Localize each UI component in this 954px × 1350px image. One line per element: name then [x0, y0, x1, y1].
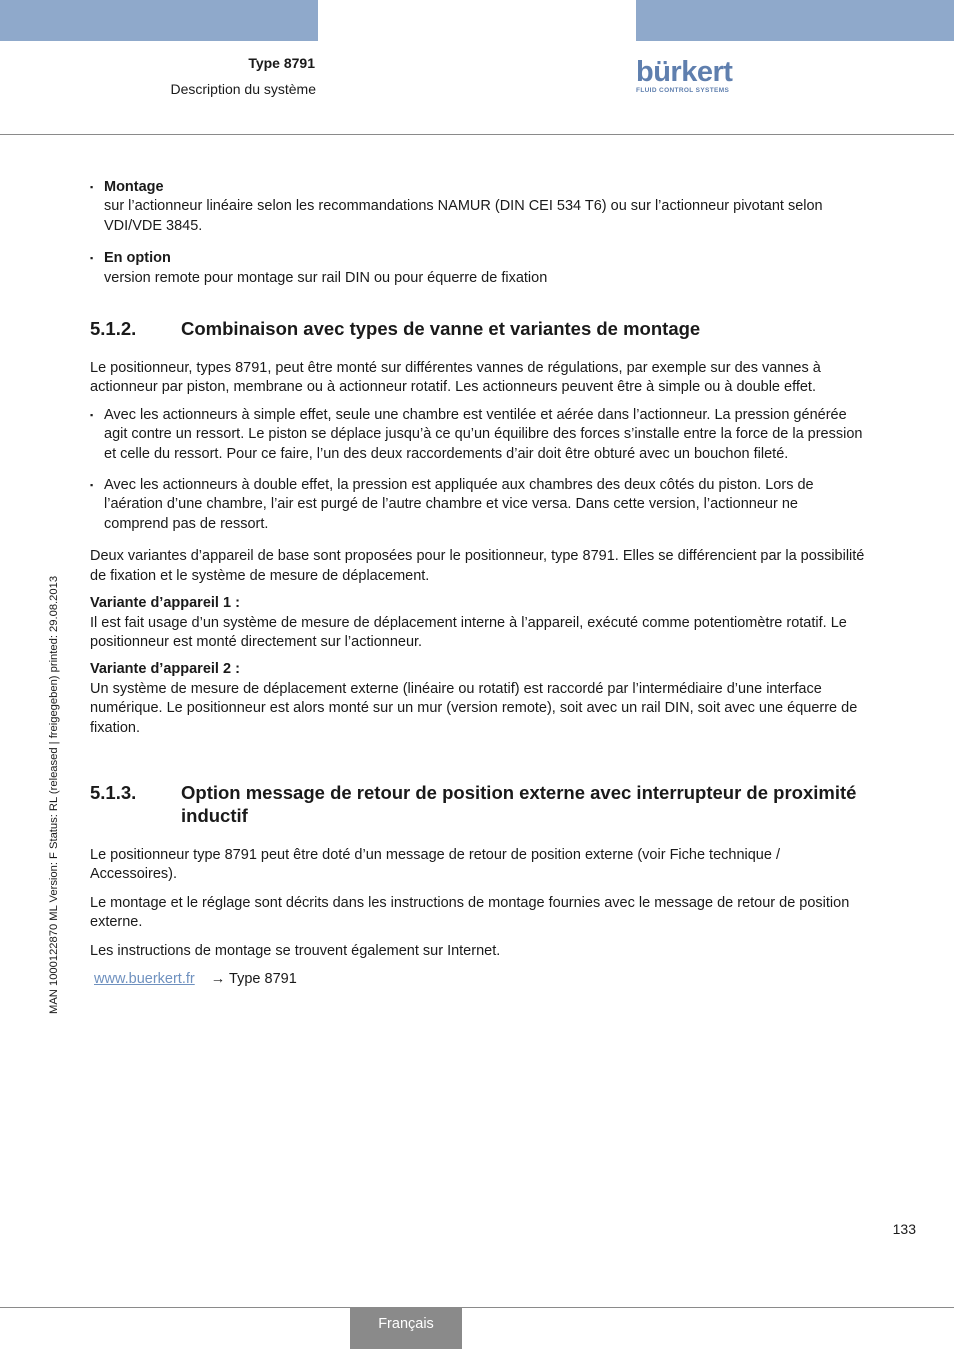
header-accent-bar-right: [636, 0, 954, 41]
logo-tagline: FLUID CONTROL SYSTEMS: [636, 87, 730, 94]
sidebar-document-meta: MAN 1000122870 ML Version: F Status: RL (released | freigegeben) printed: 29.08.2013: [48, 575, 60, 1014]
doc-section: Description du système: [170, 81, 316, 97]
list-item: ▪ Avec les actionneurs à double effet, la pression est appliquée aux chambres des deux côtés du piston. Lors de l’aération d’une chambre, l’air est purgé de l’autre chambre et vice versa. Dans cette version, l’actionneur ne comprend pas de ressort.: [90, 476, 865, 534]
section-title: Option message de retour de position externe avec interrupteur de proximité inductif: [181, 781, 857, 826]
footer-divider: [0, 1307, 954, 1308]
link-target: Type 8791: [229, 970, 297, 987]
paragraph: Deux variantes d’appareil de base sont proposées pour le positionneur, type 8791. Elles se différencient par la possibilité de fixation et le système de mesure de déplacement.: [90, 548, 865, 584]
bullet-title: ▪ Montage: [104, 179, 164, 195]
bullet-option: [90, 249, 865, 288]
language-tab: Français: [350, 1308, 462, 1349]
section-title: Combinaison avec types de vanne et variantes de montage: [181, 318, 701, 340]
section-number: 5.1.3.: [90, 781, 137, 803]
section-number: 5.1.2.: [90, 318, 137, 340]
variant-title: Variante d’appareil 2 :: [90, 661, 240, 678]
list-item: ▪ Avec les actionneurs à simple effet, seule une chambre est ventilée et aérée dans l’actionneur. La pression générée agit contre un ressort. Le piston se déplace jusqu’à ce qu’un équilibre des forces s’installe entre la force de la pression et celle du ressort. Pour ce faire, l’un des deux raccordements d’air doit être obturé avec un bouchon fileté.: [90, 406, 865, 464]
variant-text: Il est fait usage d’un système de mesure de déplacement interne à l’appareil, exécuté comme potentiomètre rotatif. Le positionneur est monté directement sur l’actionneur.: [90, 614, 847, 650]
doc-type: Type 8791: [248, 55, 315, 71]
section-heading-5-1-2: [90, 317, 865, 340]
link-row: [90, 970, 865, 989]
section-heading-5-1-3: [90, 781, 865, 827]
bullet-title: ▪ En option: [104, 250, 171, 267]
paragraph: Le positionneur type 8791 peut être doté d’un message de retour de position externe (voir Fiche technique / Accessoires).: [90, 846, 780, 883]
bullet-text: version remote pour montage sur rail DIN ou pour équerre de fixation: [104, 269, 548, 286]
page-number: 133: [892, 1221, 916, 1237]
bullet-text: sur l’actionneur linéaire selon les recommandations NAMUR (DIN CEI 534 T6) ou sur l’actionneur pivotant selon VDI/VDE 3845.: [104, 198, 823, 234]
header-divider: [0, 134, 954, 135]
website-link[interactable]: www.buerkert.fr: [94, 970, 195, 987]
paragraph: Le positionneur, types 8791, peut être monté sur différentes vannes de régulations, par exemple sur des vannes à actionneur par piston, membrane ou à actionneur rotatif. Les actionneurs peuvent être à simple ou à double effet.: [90, 360, 821, 396]
paragraph: Les instructions de montage se trouvent également sur Internet.: [90, 942, 501, 959]
bullet-montage: [90, 178, 865, 236]
variant-title: Variante d’appareil 1 :: [90, 595, 240, 612]
main-content: [90, 178, 865, 989]
variant-text: Un système de mesure de déplacement externe (linéaire ou rotatif) est raccordé par l’intermédiaire d’une interface numérique. Le positionneur est alors monté sur un mur (version remote), soit avec un rail DIN, soit avec une équerre de fixation.: [90, 680, 858, 736]
header-accent-bar-left: [0, 0, 318, 41]
logo-wordmark: bürkert: [636, 56, 733, 88]
burkert-logo: [636, 58, 736, 94]
arrow-right-icon: →: [210, 970, 226, 987]
paragraph: Le montage et le réglage sont décrits dans les instructions de montage fournies avec le message de retour de position externe.: [90, 894, 850, 931]
